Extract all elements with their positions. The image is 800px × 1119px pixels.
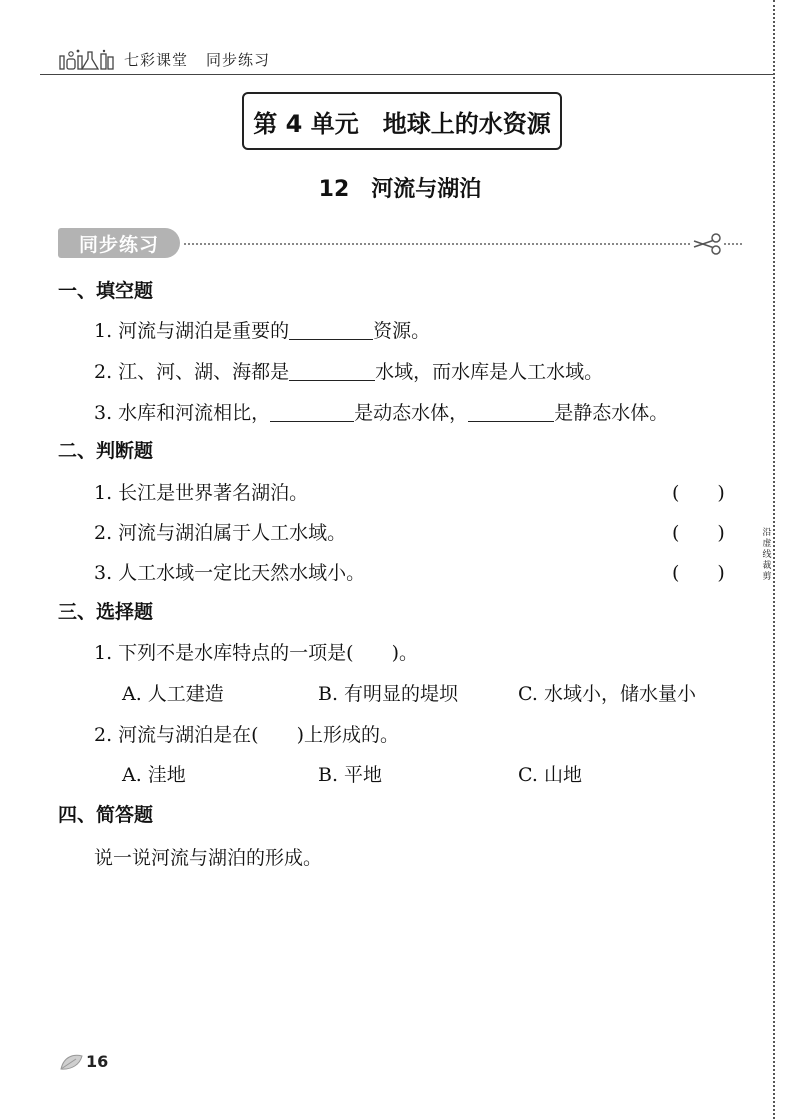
judge-answer-paren-1[interactable]: ( ): [672, 482, 725, 504]
fill-q1-tail: 资源。: [373, 320, 431, 342]
choice-q2-option-c[interactable]: C. 山地: [518, 764, 582, 786]
dotted-divider: [184, 243, 690, 245]
judge-answer-paren-3[interactable]: ( ): [672, 562, 725, 584]
choice-question-1: 1. 下列不是水库特点的一项是( )。: [94, 642, 418, 664]
fill-q1-text: 1. 河流与湖泊是重要的: [94, 320, 290, 342]
leaf-icon: [58, 1050, 84, 1072]
series-name: 同步练习: [206, 50, 271, 69]
header-divider: [40, 74, 775, 75]
choice-q2-option-a[interactable]: A. 洼地: [122, 764, 186, 786]
lesson-title: [0, 172, 800, 203]
lab-flask-icon: [58, 48, 116, 70]
choice-q1-option-a[interactable]: A. 人工建造: [122, 683, 224, 705]
section-choice-heading: 三、选择题: [58, 601, 154, 623]
header-brand: [58, 46, 270, 72]
judge-answer-paren-2[interactable]: ( ): [672, 522, 725, 544]
answer-blank[interactable]: [289, 360, 375, 381]
answer-blank[interactable]: [270, 401, 354, 422]
lesson-name: 河流与湖泊: [371, 177, 482, 202]
page-number: [58, 1048, 108, 1074]
choice-question-2: 2. 河流与湖泊是在( )上形成的。: [94, 724, 399, 746]
brand-name: 七彩课堂: [124, 50, 189, 69]
fill-q3-text: 3. 水库和河流相比，: [94, 402, 271, 424]
short-question-1: 说一说河流与湖泊的形成。: [94, 847, 323, 869]
fill-q2-text: 2. 江、河、湖、海都是: [94, 361, 290, 383]
page-number-text: 16: [86, 1051, 109, 1071]
fill-q3-mid: 是动态水体，: [354, 402, 469, 424]
choice-q2-option-b[interactable]: B. 平地: [318, 764, 383, 786]
answer-blank[interactable]: [289, 319, 373, 340]
fill-question-2: [94, 357, 603, 384]
judge-question-3: 3. 人工水域一定比天然水域小。: [94, 562, 366, 584]
section-judge-heading: 二、判断题: [58, 440, 154, 462]
scissors-icon: [692, 233, 722, 255]
fill-question-1: [94, 316, 430, 343]
fill-question-3: [94, 398, 668, 425]
lesson-number: 12: [318, 177, 350, 202]
section-fill-heading: 一、填空题: [58, 280, 154, 302]
answer-blank[interactable]: [468, 401, 554, 422]
unit-title: 第 4 单元 地球上的水资源: [242, 92, 562, 150]
choice-q1-option-b[interactable]: B. 有明显的堤坝: [318, 683, 459, 705]
section-banner: 同步练习: [58, 228, 180, 258]
judge-question-2: 2. 河流与湖泊属于人工水域。: [94, 522, 347, 544]
fill-q2-tail: 水域，而水库是人工水域。: [375, 361, 604, 383]
choice-q1-option-c[interactable]: C. 水域小，储水量小: [518, 683, 696, 705]
judge-question-1: 1. 长江是世界著名湖泊。: [94, 482, 309, 504]
fill-q3-tail: 是静态水体。: [554, 402, 669, 424]
section-short-heading: 四、简答题: [58, 804, 154, 826]
cut-line-label: 沿虚线裁剪: [762, 528, 772, 582]
dotted-divider-tail: [724, 243, 742, 245]
